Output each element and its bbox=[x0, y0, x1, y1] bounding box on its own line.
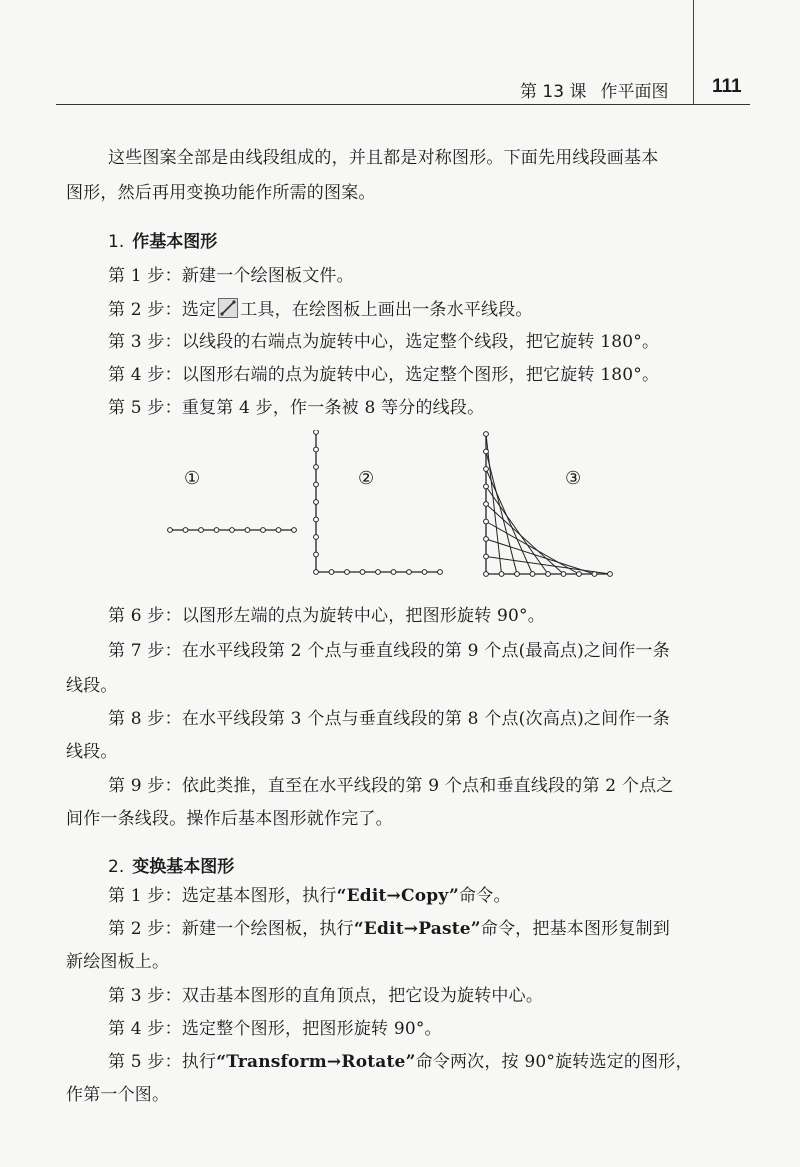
s1-step-1: 第 1 步：新建一个绘图板文件。 bbox=[108, 266, 354, 286]
s1-step-9-line-2: 间作一条线段。操作后基本图形就作完了。 bbox=[66, 809, 393, 829]
s2-step-1-text-a: 第 1 步：选定基本图形，执行 bbox=[108, 886, 337, 906]
s1-step-9-line-1: 第 9 步：依此类推，直至在水平线段的第 9 个点和垂直线段的第 2 个点之 bbox=[108, 776, 674, 796]
transform-rotate-command: “Transform→Rotate” bbox=[216, 1052, 416, 1072]
fig1-point bbox=[230, 528, 235, 533]
intro-line-1: 这些图案全部是由线段组成的，并且都是对称图形。下面先用线段画基本 bbox=[108, 148, 659, 168]
s2-step-4: 第 4 步：选定整个图形，把图形旋转 90°。 bbox=[108, 1019, 442, 1039]
section-2-number: 2. bbox=[108, 857, 125, 877]
fig3-horizontal-point bbox=[577, 572, 582, 577]
s1-step-2 bbox=[108, 298, 533, 321]
s1-step-3: 第 3 步：以线段的右端点为旋转中心，选定整个线段，把它旋转 180°。 bbox=[108, 332, 660, 352]
s1-step-7-line-1: 第 7 步：在水平线段第 2 个点与垂直线段的第 9 个点(最高点)之间作一条 bbox=[108, 641, 670, 661]
fig3-horizontal-point bbox=[546, 572, 551, 577]
fig3-horizontal-point bbox=[515, 572, 520, 577]
section-1-title: 作基本图形 bbox=[132, 232, 218, 252]
s2-step-5-text-a: 第 5 步：执行 bbox=[108, 1052, 217, 1072]
edit-paste-command: “Edit→Paste” bbox=[353, 919, 481, 939]
s1-step-2-text-a: 第 2 步：选定 bbox=[108, 300, 217, 320]
fig2-vertical-point bbox=[314, 552, 319, 557]
fig3-vertical-point bbox=[484, 432, 489, 437]
fig2-vertical-point bbox=[314, 430, 319, 434]
s2-step-2-text-a: 第 2 步：新建一个绘图板，执行 bbox=[108, 919, 354, 939]
s2-step-1 bbox=[108, 885, 511, 907]
s1-step-8-line-2: 线段。 bbox=[66, 742, 118, 762]
fig1-point bbox=[168, 528, 173, 533]
fig3-vertical-point bbox=[484, 449, 489, 454]
s2-step-2-line-1 bbox=[108, 918, 670, 940]
construction-figure bbox=[160, 430, 630, 588]
section-1-heading bbox=[108, 227, 217, 252]
lesson-title: 作平面图 bbox=[600, 82, 669, 102]
fig2-vertical-point bbox=[314, 535, 319, 540]
running-header bbox=[520, 77, 668, 102]
fig3-vertical-point bbox=[484, 572, 489, 577]
figure-label-1: ① bbox=[184, 468, 201, 489]
fig2-horizontal-point bbox=[329, 570, 334, 575]
figure-drawing bbox=[160, 430, 630, 588]
fig2-horizontal-point bbox=[422, 570, 427, 575]
s1-step-6: 第 6 步：以图形左端的点为旋转中心，把图形旋转 90°。 bbox=[108, 606, 545, 626]
fig3-vertical-point bbox=[484, 467, 489, 472]
fig2-vertical-point bbox=[314, 465, 319, 470]
fig2-horizontal-point bbox=[360, 570, 365, 575]
s1-step-2-text-b: 工具，在绘图板上画出一条水平线段。 bbox=[240, 300, 533, 320]
header-vertical-rule bbox=[693, 0, 694, 104]
fig3-horizontal-point bbox=[499, 572, 504, 577]
fig3-vertical-point bbox=[484, 537, 489, 542]
section-1-number: 1. bbox=[108, 232, 125, 252]
header-rule bbox=[56, 104, 750, 105]
segment-tool-icon bbox=[218, 298, 238, 318]
fig1-point bbox=[261, 528, 266, 533]
edit-copy-command: “Edit→Copy” bbox=[336, 886, 460, 906]
fig2-horizontal-point bbox=[438, 570, 443, 575]
fig1-point bbox=[199, 528, 204, 533]
fig1-point bbox=[292, 528, 297, 533]
s2-step-5-text-b: 命令两次，按 90°旋转选定的图形， bbox=[415, 1052, 693, 1072]
fig3-vertical-point bbox=[484, 519, 489, 524]
fig2-vertical-point bbox=[314, 500, 319, 505]
lesson-number: 第 13 课 bbox=[520, 82, 587, 102]
s2-step-3: 第 3 步：双击基本图形的直角顶点，把它设为旋转中心。 bbox=[108, 986, 544, 1006]
s1-step-8-line-1: 第 8 步：在水平线段第 3 个点与垂直线段的第 8 个点(次高点)之间作一条 bbox=[108, 709, 670, 729]
fig3-horizontal-point bbox=[561, 572, 566, 577]
intro-line-2: 图形，然后再用变换功能作所需的图案。 bbox=[66, 183, 376, 203]
section-2-title: 变换基本图形 bbox=[132, 857, 235, 877]
fig3-envelope-line bbox=[486, 522, 579, 575]
fig3-vertical-point bbox=[484, 554, 489, 559]
fig2-horizontal-point bbox=[345, 570, 350, 575]
page-number: 111 bbox=[712, 76, 742, 97]
fig1-point bbox=[214, 528, 219, 533]
fig3-horizontal-point bbox=[592, 572, 597, 577]
fig3-envelope-line bbox=[486, 469, 533, 574]
s1-step-5: 第 5 步：重复第 4 步，作一条被 8 等分的线段。 bbox=[108, 398, 485, 418]
fig2-horizontal-point bbox=[407, 570, 412, 575]
s2-step-5-line-1 bbox=[108, 1051, 693, 1073]
fig3-horizontal-point bbox=[530, 572, 535, 577]
fig3-vertical-point bbox=[484, 502, 489, 507]
figure-label-3: ③ bbox=[565, 468, 582, 489]
s2-step-5-line-2: 作第一个图。 bbox=[66, 1085, 170, 1105]
fig2-vertical-point bbox=[314, 482, 319, 487]
s2-step-1-text-b: 命令。 bbox=[459, 886, 511, 906]
fig3-vertical-point bbox=[484, 484, 489, 489]
s2-step-2-line-2: 新绘图板上。 bbox=[66, 952, 170, 972]
fig2-vertical-point bbox=[314, 447, 319, 452]
fig2-horizontal-point bbox=[391, 570, 396, 575]
s1-step-7-line-2: 线段。 bbox=[66, 676, 118, 696]
fig3-envelope-line bbox=[486, 539, 595, 574]
fig1-point bbox=[183, 528, 188, 533]
section-2-heading bbox=[108, 852, 234, 877]
figure-label-2: ② bbox=[358, 468, 375, 489]
s1-step-4: 第 4 步：以图形右端的点为旋转中心，选定整个图形，把它旋转 180°。 bbox=[108, 365, 660, 385]
fig1-point bbox=[245, 528, 250, 533]
fig3-envelope-line bbox=[486, 452, 517, 575]
fig1-point bbox=[276, 528, 281, 533]
fig2-vertical-point bbox=[314, 570, 319, 575]
fig2-horizontal-point bbox=[376, 570, 381, 575]
s2-step-2-text-b: 命令，把基本图形复制到 bbox=[480, 919, 670, 939]
fig3-horizontal-point bbox=[608, 572, 613, 577]
fig2-vertical-point bbox=[314, 517, 319, 522]
